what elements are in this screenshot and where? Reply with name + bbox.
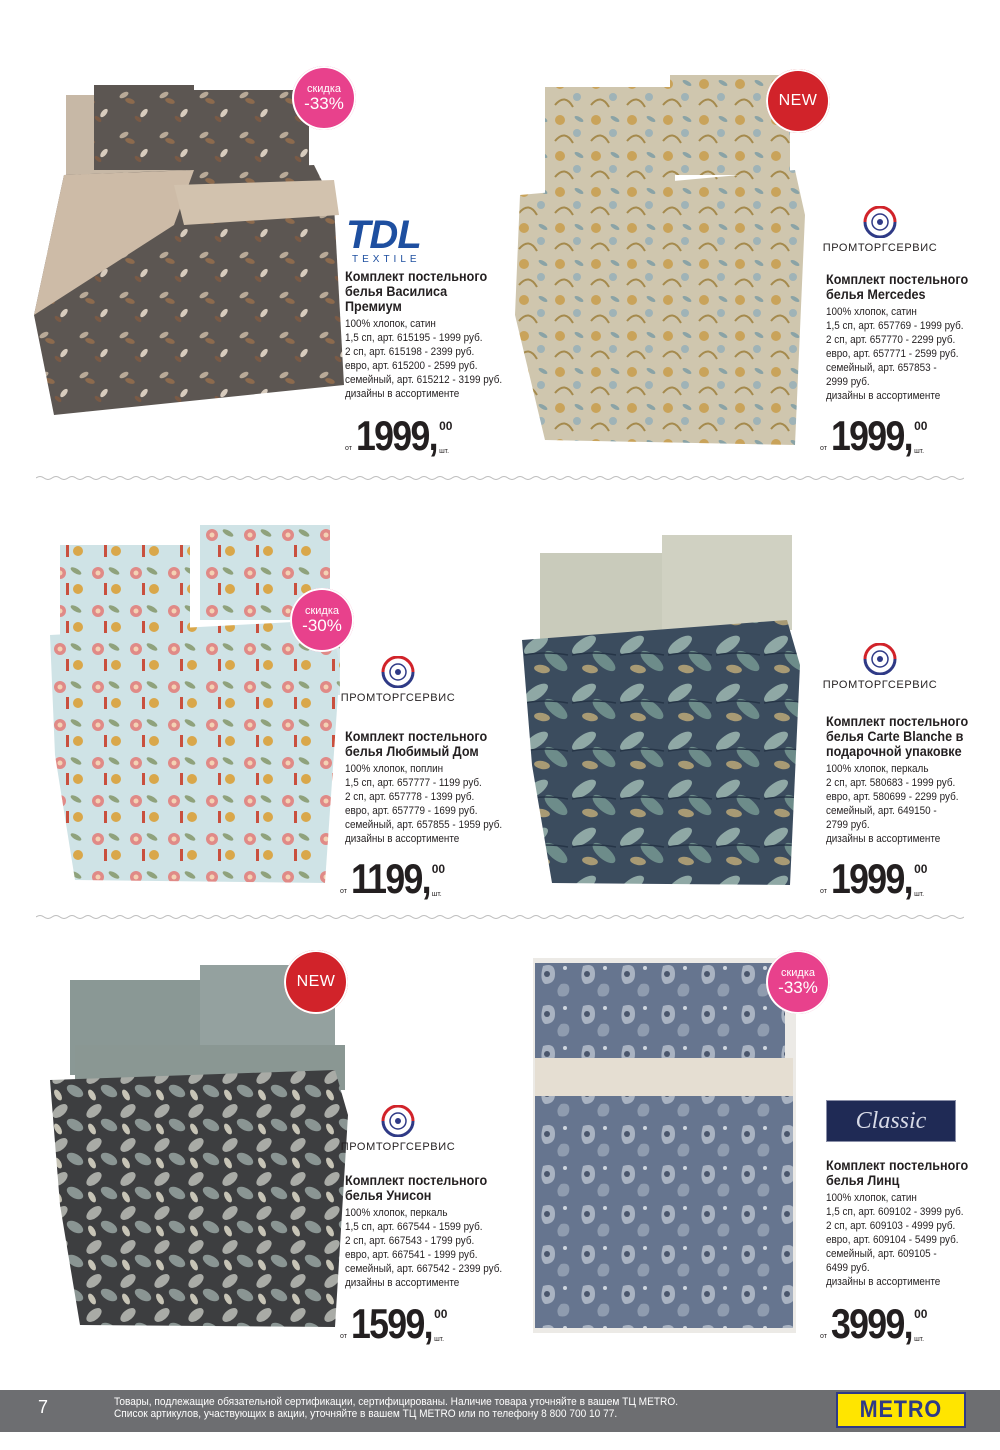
product-title: Комплект постельного белья Carte Blanche в подарочной упаковке xyxy=(826,713,969,759)
product-specs: 100% хлопок, поплин 1,5 сп, арт. 657777 - 1199 руб. 2 сп, арт. 657778 - 1399 руб. евро, арт. 657779 - 1699 руб. семейный, арт. 657855 - 1959 руб. дизайны в ассортименте xyxy=(345,763,503,845)
new-badge: NEW xyxy=(766,69,830,133)
product-specs: 100% хлопок, сатин 1,5 сп, арт. 609102 - 3999 руб. 2 сп, арт. 609103 - 4999 руб. евро, арт. 609104 - 5499 руб. семейный, арт. 609105 - 6499 руб. дизайны в ассортименте xyxy=(826,1192,964,1288)
new-badge: NEW xyxy=(284,950,348,1014)
cotton-flower-icon xyxy=(377,1105,419,1137)
price-tag: от 1999, 00 шт. xyxy=(820,855,928,902)
metro-logo: METRO xyxy=(836,1392,966,1428)
bedding-photo-mercedes xyxy=(515,75,810,450)
bedding-photo-linz xyxy=(533,958,796,1333)
brand-logo-promtorgservis: ПРОМТОРГСЕРВИС xyxy=(820,206,940,254)
footer-disclaimer: Товары, подлежащие обязательной сертификации, сертифицированы. Наличие товара уточняйте в вашем ТЦ METRO. Список артикулов, участвующих в акции, уточняйте в вашем ТЦ METRO или по телефону 8 800 700 10 77. xyxy=(114,1396,679,1420)
product-title: Комплект постельного белья Любимый Дом xyxy=(345,728,488,759)
cotton-flower-icon xyxy=(377,656,419,688)
discount-badge: скидка -33% xyxy=(292,66,356,130)
brand-logo-promtorgservis: ПРОМТОРГСЕРВИС xyxy=(338,656,458,704)
page-number: 7 xyxy=(38,1397,49,1417)
product-title: Комплект постельного белья Василиса Премиум xyxy=(345,268,488,314)
brand-logo-promtorgservis: ПРОМТОРГСЕРВИС xyxy=(820,643,940,691)
product-specs: 100% хлопок, сатин 1,5 сп, арт. 657769 - 1999 руб. 2 сп, арт. 657770 - 2299 руб. евро, арт. 657771 - 2599 руб. семейный, арт. 657853 - 2999 руб. дизайны в ассортименте xyxy=(826,306,964,402)
discount-badge: скидка -33% xyxy=(766,950,830,1014)
cotton-flower-icon xyxy=(859,206,901,238)
price-tag: от 3999, 00 шт. xyxy=(820,1300,928,1347)
bedding-photo-lyubimy-dom xyxy=(50,525,350,885)
bedding-photo-vasilisa xyxy=(34,85,344,445)
wave-divider xyxy=(36,475,964,481)
product-title: Комплект постельного белья Линц xyxy=(826,1157,969,1188)
product-title: Комплект постельного белья Mercedes xyxy=(826,271,969,302)
svg-text:TDL: TDL xyxy=(346,214,421,257)
bedding-photo-carte-blanche xyxy=(522,535,802,887)
product-specs: 100% хлопок, сатин 1,5 сп, арт. 615195 - 1999 руб. 2 сп, арт. 615198 - 2399 руб. евро, арт. 615200 - 2599 руб. семейный, арт. 615212 - 3199 руб. дизайны в ассортименте xyxy=(345,318,503,400)
product-specs: 100% хлопок, перкаль 1,5 сп, арт. 667544 - 1599 руб. 2 сп, арт. 667543 - 1799 руб. евро, арт. 667541 - 1999 руб. семейный, арт. 667542 - 2399 руб. дизайны в ассортименте xyxy=(345,1207,503,1289)
price-tag: от 1599, 00 шт. xyxy=(340,1300,448,1347)
svg-text:TEXTILE: TEXTILE xyxy=(352,254,421,264)
price-tag: от 1199, 00 шт. xyxy=(340,855,446,902)
cotton-flower-icon xyxy=(859,643,901,675)
product-title: Комплект постельного белья Унисон xyxy=(345,1172,488,1203)
discount-badge: скидка -30% xyxy=(290,588,354,652)
bedding-photo-unison xyxy=(50,965,350,1330)
brand-logo-tdl-textile xyxy=(344,214,444,264)
price-tag: от 1999, 00 шт. xyxy=(345,412,453,459)
wave-divider xyxy=(36,914,964,920)
price-tag: от 1999, 00 шт. xyxy=(820,412,928,459)
product-specs: 100% хлопок, перкаль 2 сп, арт. 580683 - 1999 руб. евро, арт. 580699 - 2299 руб. семейный, арт. 649150 - 2799 руб. дизайны в ассортименте xyxy=(826,763,959,845)
brand-logo-classic: Classic xyxy=(826,1100,956,1142)
brand-logo-promtorgservis: ПРОМТОРГСЕРВИС xyxy=(338,1105,458,1153)
